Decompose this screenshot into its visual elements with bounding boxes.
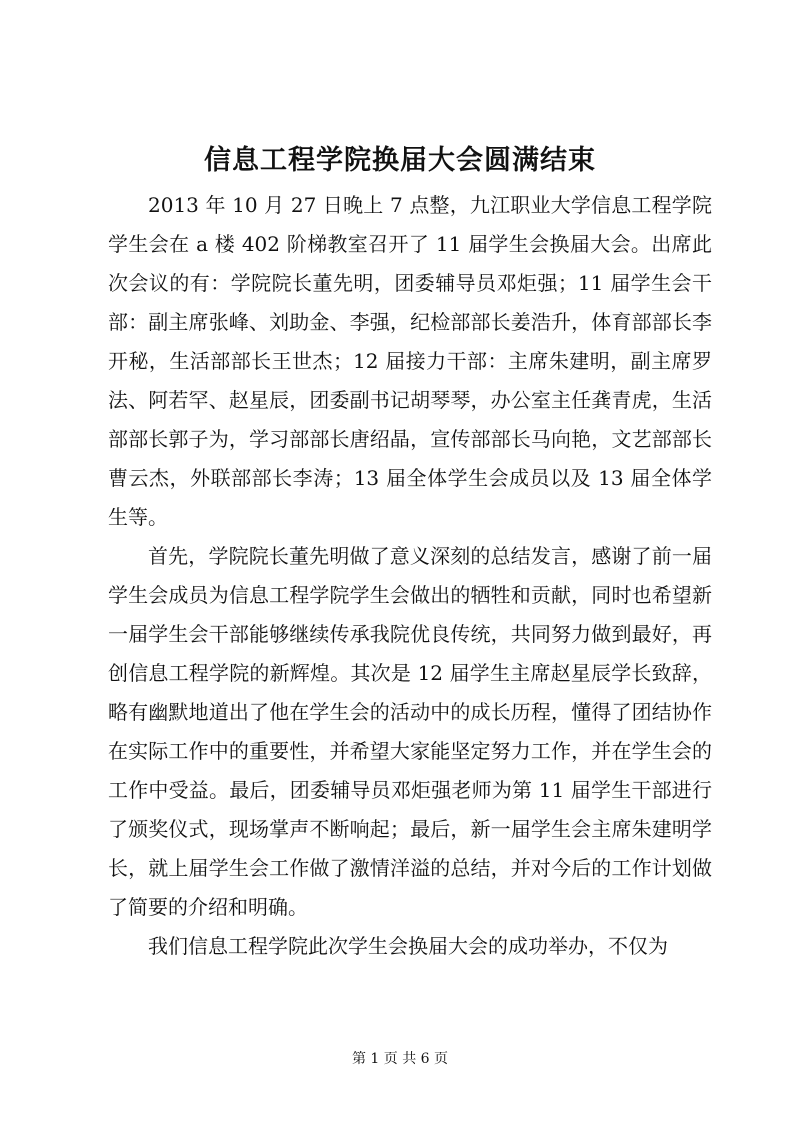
paragraph-meeting-proceedings: 首先，学院院长董先明做了意义深刻的总结发言，感谢了前一届学生会成员为信息工程学院学生会做出的牺牲和贡献，同时也希望新一届学生会干部能够继续传承我院优良传统，共同努力做到最好，再创信息工程学院的新辉煌。其次是 12 届学生主席赵星辰学长致辞，略有幽默地道出了他在学生会的活动中的成长历程，懂得了团结协作在实际工作中的重要性，并希望大家能坚定努力工作，并在学生会的工作中受益。最后，团委辅导员邓炬强老师为第 11 届学生干部进行了颁奖仪式，现场掌声不断响起；最后，新一届学生会主席朱建明学长，就上届学生会工作做了激情洋溢的总结，并对今后的工作计划做了简要的介绍和明确。 (108, 544, 712, 919)
paragraph-meeting-attendees: 2013 年 10 月 27 日晚上 7 点整，九江职业大学信息工程学院学生会在 a 楼 402 阶梯教室召开了 11 届学生会换届大会。出席此次会议的有：学院院长董先明，团委辅导员邓炬强；11 届学生会干部：副主席张峰、刘助金、李强，纪检部部长姜浩升，体育部部长李开秘，生活部部长王世杰；12 届接力干部：主席朱建明，副主席罗法、阿若罕、赵星辰，团委副书记胡琴琴，办公室主任龚青虎，生活部部长郭子为，学习部部长唐绍晶，宣传部部长马向艳，文艺部部长曹云杰，外联部部长李涛；13 届全体学生会成员以及 13 届全体学生等。 (108, 193, 712, 529)
page-number-footer: 第 1 页 共 6 页 (351, 1051, 449, 1067)
page-title: 信息工程学院换届大会圆满结束 (204, 145, 596, 176)
document-body (108, 186, 712, 966)
paragraph-conclusion-start: 我们信息工程学院此次学生会换届大会的成功举办，不仅为 (148, 934, 668, 958)
